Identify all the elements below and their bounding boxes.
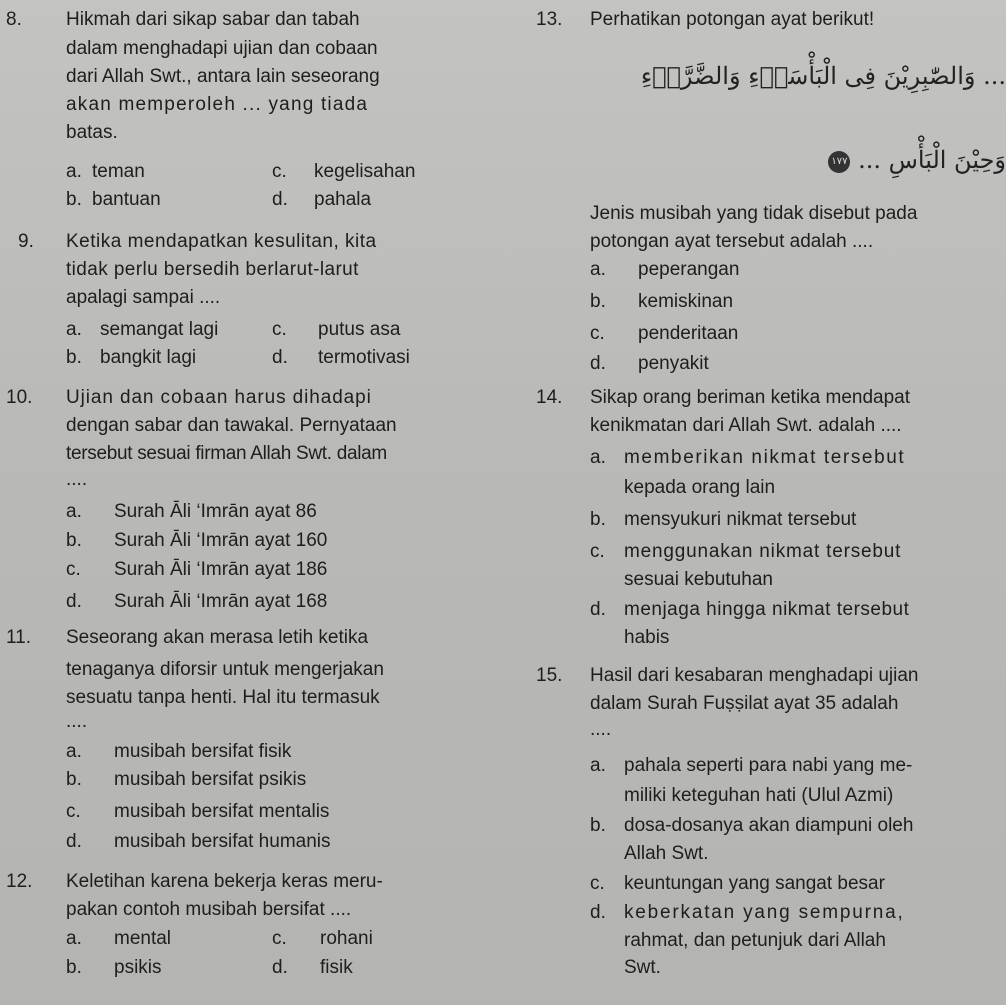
option-a[interactable]: a. musibah bersifat fisik <box>66 741 292 762</box>
arabic-verse-line-2: وَحِيْنَ الْبَأْسِ ... ١٧٧ <box>828 146 1006 174</box>
option-c[interactable]: c. rohani <box>272 928 373 949</box>
option-d[interactable]: d. menjaga hingga nikmat tersebut <box>590 599 910 620</box>
question-text: Ujian dan cobaan harus dihadapi <box>66 387 372 408</box>
question-text: Keletihan karena bekerja keras meru- <box>66 871 383 892</box>
question-number: 8. <box>6 9 22 30</box>
option-b[interactable]: b. mensyukuri nikmat tersebut <box>590 509 857 530</box>
option-a[interactable]: a. memberikan nikmat tersebut <box>590 447 906 468</box>
option-b[interactable]: b. bantuan <box>66 189 161 210</box>
question-text: dengan sabar dan tawakal. Pernyataan <box>66 415 397 436</box>
question-text: Perhatikan potongan ayat berikut! <box>590 9 875 30</box>
option-c[interactable]: c. Surah Āli ‘Imrān ayat 186 <box>66 559 328 580</box>
question-text: batas. <box>66 122 118 143</box>
option-c[interactable]: c. musibah bersifat mentalis <box>66 801 330 822</box>
question-text: Hikmah dari sikap sabar dan tabah <box>66 9 360 30</box>
question-text: tenaganya diforsir untuk mengerjakan <box>66 659 384 680</box>
option-b[interactable]: b. psikis <box>66 957 162 978</box>
question-text: Sikap orang beriman ketika mendapat <box>590 387 911 408</box>
option-b[interactable]: b. kemiskinan <box>590 291 734 312</box>
question-number: 9. <box>18 231 34 252</box>
question-text: potongan ayat tersebut adalah .... <box>590 231 874 252</box>
question-text: tersebut sesuai firman Allah Swt. dalam <box>66 443 387 464</box>
option-c[interactable]: c. keuntungan yang sangat besar <box>590 873 885 894</box>
option-a[interactable]: a. semangat lagi <box>66 319 219 340</box>
option-d[interactable]: d. pahala <box>272 189 372 210</box>
question-text: .... <box>66 469 88 490</box>
option-a-continued: kepada orang lain <box>624 477 776 498</box>
option-d-continued: Swt. <box>624 957 661 978</box>
option-b[interactable]: b. bangkit lagi <box>66 347 197 368</box>
option-b[interactable]: b. Surah Āli ‘Imrān ayat 160 <box>66 530 328 551</box>
arabic-verse-line-1: ... وَالصّٰبِرِيْنَ فِى الْبَأْسَاۤءِ وَالضَّرَّاۤءِ <box>640 62 1006 90</box>
option-d-continued: rahmat, dan petunjuk dari Allah <box>624 930 886 951</box>
option-b[interactable]: b. dosa-dosanya akan diampuni oleh <box>590 815 914 836</box>
question-text: kenikmatan dari Allah Swt. adalah .... <box>590 415 902 436</box>
option-b[interactable]: b. musibah bersifat psikis <box>66 769 307 790</box>
option-d-continued: habis <box>624 627 670 648</box>
question-number: 13. <box>536 9 563 30</box>
option-d[interactable]: d. penyakit <box>590 353 709 374</box>
option-a[interactable]: a. mental <box>66 928 172 949</box>
question-text: sesuatu tanpa henti. Hal itu termasuk <box>66 687 380 708</box>
option-c-continued: sesuai kebutuhan <box>624 569 773 590</box>
option-d[interactable]: d. Surah Āli ‘Imrān ayat 168 <box>66 591 328 612</box>
question-number: 11. <box>6 627 32 648</box>
question-text: akan memperoleh ... yang tiada <box>66 94 369 115</box>
option-a-continued: miliki keteguhan hati (Ulul Azmi) <box>624 785 894 806</box>
question-number: 14. <box>536 387 563 408</box>
question-text: tidak perlu bersedih berlarut-larut <box>66 259 359 280</box>
ayah-number-icon: ١٧٧ <box>828 151 850 173</box>
option-a[interactable]: a. Surah Āli ‘Imrān ayat 86 <box>66 501 317 522</box>
option-c[interactable]: c. penderitaan <box>590 323 739 344</box>
option-a[interactable]: a. peperangan <box>590 259 740 280</box>
option-d[interactable]: d. musibah bersifat humanis <box>66 831 331 852</box>
question-number: 12. <box>6 871 33 892</box>
question-text: dalam Surah Fuṣṣilat ayat 35 adalah <box>590 693 899 714</box>
question-text: pakan contoh musibah bersifat .... <box>66 899 352 920</box>
option-c[interactable]: c. kegelisahan <box>272 161 416 182</box>
option-c[interactable]: c. putus asa <box>272 319 401 340</box>
question-text: Hasil dari kesabaran menghadapi ujian <box>590 665 919 686</box>
question-number: 10. <box>6 387 33 408</box>
option-d[interactable]: d. fisik <box>272 957 353 978</box>
question-text: dari Allah Swt., antara lain seseorang <box>66 66 380 87</box>
option-a[interactable]: a. pahala seperti para nabi yang me- <box>590 755 913 776</box>
question-number: 15. <box>536 665 563 686</box>
question-text: dalam menghadapi ujian dan cobaan <box>66 38 378 59</box>
question-text: .... <box>66 711 88 732</box>
option-b-continued: Allah Swt. <box>624 843 709 864</box>
question-text: apalagi sampai .... <box>66 287 221 308</box>
question-text: Ketika mendapatkan kesulitan, kita <box>66 231 377 252</box>
option-c[interactable]: c. menggunakan nikmat tersebut <box>590 541 902 562</box>
question-text: .... <box>590 719 612 740</box>
question-text: Seseorang akan merasa letih ketika <box>66 627 369 648</box>
option-a[interactable]: a. teman <box>66 161 145 182</box>
question-text: Jenis musibah yang tidak disebut pada <box>590 203 918 224</box>
option-d[interactable]: d. termotivasi <box>272 347 410 368</box>
option-d[interactable]: d. keberkatan yang sempurna, <box>590 902 905 923</box>
